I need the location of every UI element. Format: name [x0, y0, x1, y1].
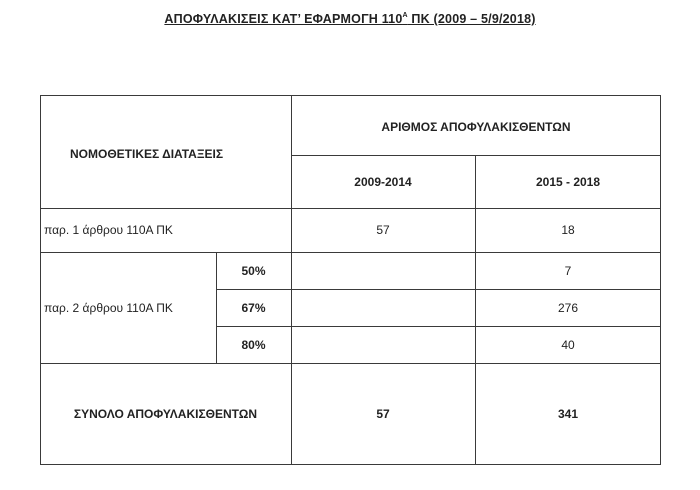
release-statistics-table	[40, 95, 661, 465]
period-2015-2018-header: 2015 - 2018	[535, 174, 601, 189]
subrow-50-value-2009-2014	[291, 252, 475, 289]
row2-label: παρ. 2 άρθρου 110Α ΠΚ	[44, 300, 173, 315]
total-value-2009-2014: 57	[376, 406, 390, 421]
legal-provisions-header: ΝΟΜΟΘΕΤΙΚΕΣ ΔΙΑΤΑΞΕΙΣ	[70, 146, 224, 161]
subrow-pct-67: 67%	[241, 300, 266, 315]
title-suffix: ΠΚ (2009 – 5/9/2018)	[407, 12, 536, 26]
row1-value-2015-2018: 18	[561, 223, 575, 237]
period-2009-2014-header: 2009-2014	[354, 174, 412, 189]
subrow-pct-80: 80%	[241, 337, 266, 352]
subrow-80-value-2009-2014	[291, 326, 475, 363]
total-value-2015-2018: 341	[557, 406, 579, 421]
title-main: ΑΠΟΦΥΛΑΚΙΣΕΙΣ ΚΑΤ’ ΕΦΑΡΜΟΓΗ 110	[164, 12, 403, 26]
document-title	[0, 12, 700, 26]
subrow-67-value-2015-2018: 276	[557, 300, 579, 315]
subrow-67-value-2009-2014	[291, 289, 475, 326]
total-label: ΣΥΝΟΛΟ ΑΠΟΦΥΛΑΚΙΣΘΕΝΤΩΝ	[73, 406, 258, 421]
title-superscript: Α	[402, 11, 408, 19]
subrow-80-value-2015-2018: 40	[561, 337, 575, 352]
row1-value-2009-2014: 57	[376, 223, 390, 237]
row1-label: παρ. 1 άρθρου 110Α ΠΚ	[44, 223, 173, 237]
table-border-bottom	[40, 464, 661, 465]
subrow-pct-50: 50%	[241, 263, 266, 278]
release-count-header: ΑΡΙΘΜΟΣ ΑΠΟΦΥΛΑΚΙΣΘΕΝΤΩΝ	[381, 120, 571, 134]
subrow-50-value-2015-2018: 7	[564, 263, 572, 278]
